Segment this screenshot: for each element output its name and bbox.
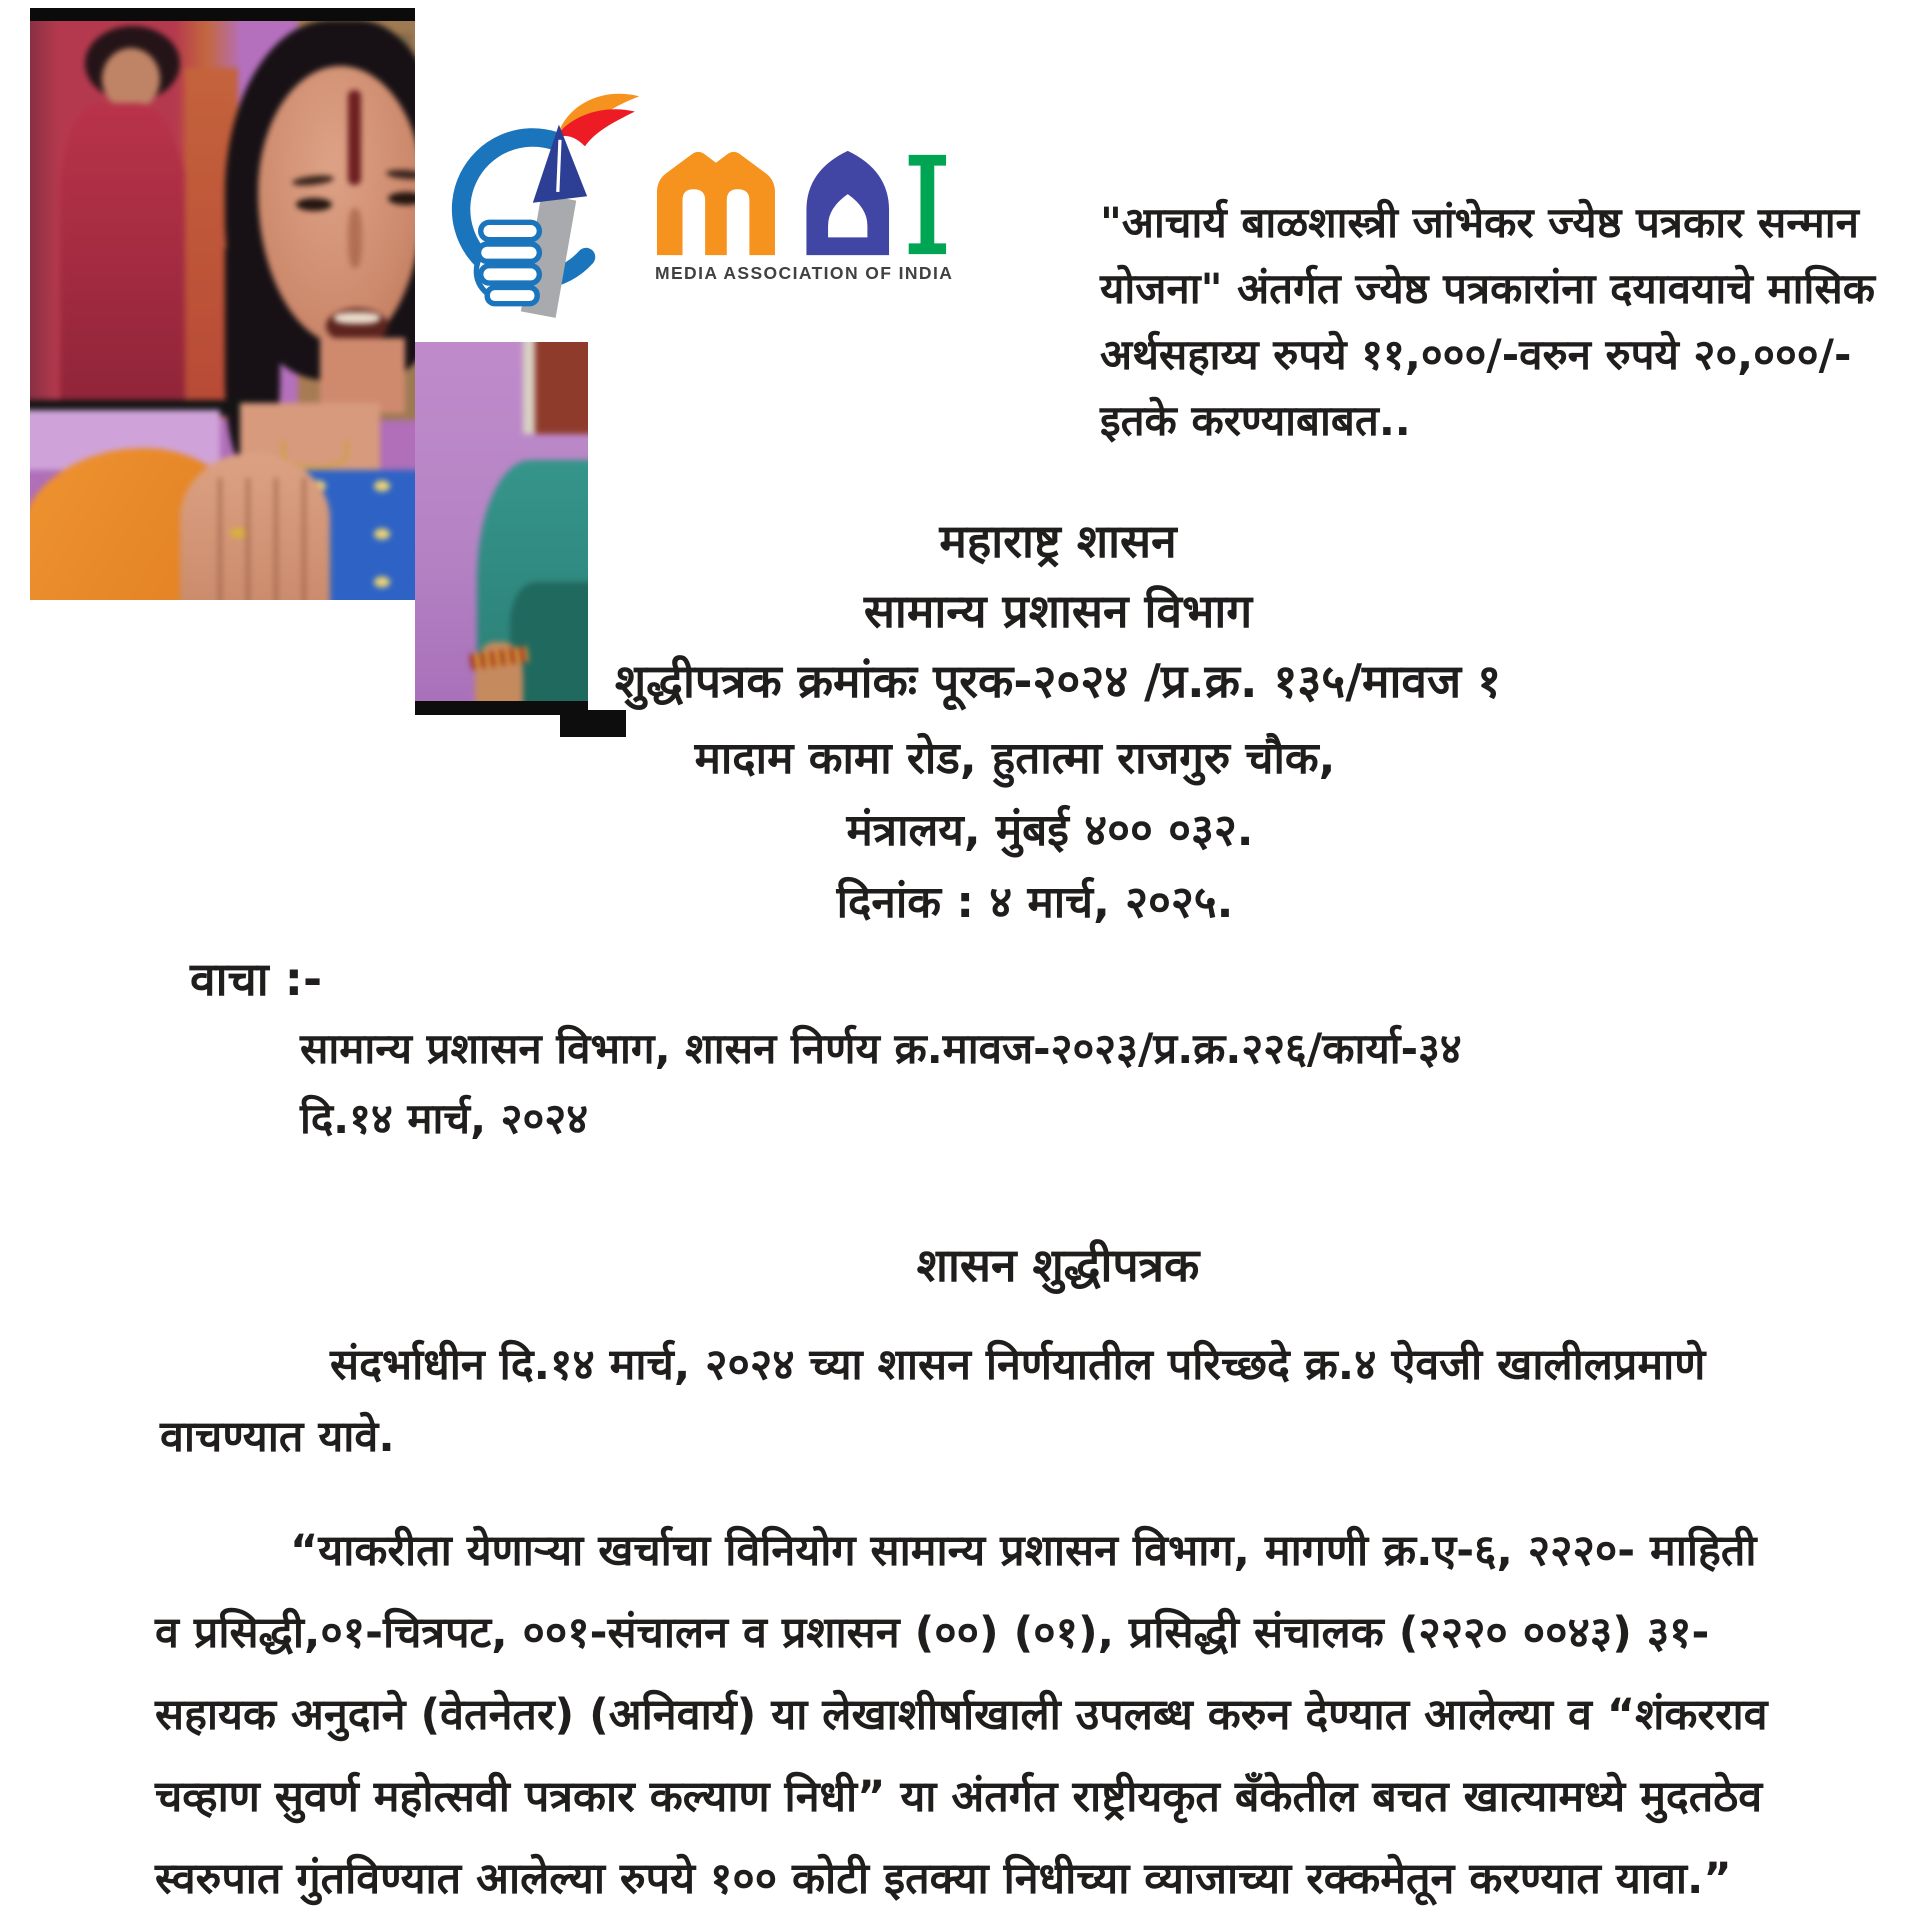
logo-nib-slit xyxy=(558,140,560,192)
corrigendum-body-line: स्वरुपात गुंतविण्यात आलेल्या रुपये १०० कोटी इतक्या निधीच्या व्याजाच्या रक्कमेतून करण्यात यावा.” xyxy=(155,1854,1732,1904)
photo-ext-art xyxy=(415,342,588,715)
mai-logo-icon xyxy=(420,92,650,320)
photo-teeth xyxy=(334,312,380,324)
corrigendum-body-line: चव्हाण सुवर्ण महोत्सवी पत्रकार कल्याण निधी” या अंतर्गत राष्ट्रीयकृत बँकेतील बचत खात्यामध्ये मुदतठेव xyxy=(155,1772,1763,1822)
reference-date: दि.१४ मार्च, २०२४ xyxy=(300,1094,589,1143)
reference-line: सामान्य प्रशासन विभाग, शासन निर्णय क्र.मावज-२०२३/प्र.क्र.२२६/कार्या-३४ xyxy=(300,1024,1462,1073)
photo-nose-shadow xyxy=(348,208,362,268)
government-title: महाराष्ट्र शासन xyxy=(939,514,1177,568)
photo-background-shape xyxy=(60,103,190,413)
photo-eye xyxy=(296,198,332,211)
date-line: दिनांक : ४ मार्च, २०२५. xyxy=(836,877,1234,928)
corrigendum-intro-line: वाचण्यात यावे. xyxy=(160,1412,395,1462)
logo-letter-i xyxy=(909,155,946,254)
circular-number: शुद्धीपत्रक क्रमांकः पूरक-२०२४ /प्र.क्र. १३५/मावज १ xyxy=(614,654,1502,708)
logo-letter-m xyxy=(657,152,775,255)
corrigendum-intro-line: संदर्भाधीन दि.१४ मार्च, २०२४ च्या शासन निर्णयातील परिच्छदे क्र.४ ऐवजी खालीलप्रमाणे xyxy=(330,1340,1706,1390)
photo-finger-lines xyxy=(194,478,312,600)
department-title: सामान्य प्रशासन विभाग xyxy=(863,584,1253,638)
photo-top-black-bar xyxy=(30,8,415,21)
photo-black-strip xyxy=(560,710,626,737)
read-label: वाचा :- xyxy=(190,952,323,1006)
photo-tilak-mark xyxy=(348,90,361,185)
press-event-photo xyxy=(30,8,415,600)
logo-hand xyxy=(476,222,539,303)
subject-block xyxy=(1100,190,1875,454)
photo-art xyxy=(30,8,415,600)
subject-line: अर्थसहाय्य रुपये ११,०००/-वरुन रुपये २०,०००/- xyxy=(1100,330,1852,379)
address-line-1: मादाम कामा रोड, हुतात्मा राजगुरु चौक, xyxy=(694,733,1336,784)
subject-line: "आचार्य बाळशास्त्री जांभेकर ज्येष्ठ पत्रकार सन्मान xyxy=(1100,198,1859,247)
photo-neck xyxy=(320,338,405,413)
corrigendum-heading: शासन शुद्धीपत्रक xyxy=(916,1238,1200,1292)
corrigendum-body-line: “याकरीता येणाऱ्या खर्चाचा विनियोग सामान्य प्रशासन विभाग, मागणी क्र.ए-६, २२२०- माहिती xyxy=(290,1526,1757,1576)
press-event-photo-extension xyxy=(415,342,588,715)
photo-background-shape xyxy=(523,342,535,434)
photo-background-shape xyxy=(535,342,588,434)
subject-line: योजना" अंतर्गत ज्येष्ठ पत्रकारांना दयावयाचे मासिक xyxy=(1100,264,1876,313)
mai-logo-tagline: MEDIA ASSOCIATION OF INDIA xyxy=(655,263,954,283)
address-line-2: मंत्रालय, मुंबई ४०० ०३२. xyxy=(846,805,1254,856)
mai-logo-letters xyxy=(655,148,950,260)
corrigendum-body-line: सहायक अनुदाने (वेतनेतर) (अनिवार्य) या लेखाशीर्षाखाली उपलब्ध करुन देण्यात आलेल्या व “शंकरराव xyxy=(155,1690,1768,1740)
logo-flame-red xyxy=(555,109,635,146)
photo-background-shape xyxy=(102,48,160,110)
subject-line: इतके करण्याबाबत.. xyxy=(1100,396,1411,445)
corrigendum-body-line: व प्रसिद्धी,०१-चित्रपट, ००१-संचालन व प्रशासन (००) (०१), प्रसिद्धी संचालक (२२२० ००४३) ३१- xyxy=(155,1608,1710,1658)
photo-ring xyxy=(230,528,246,538)
